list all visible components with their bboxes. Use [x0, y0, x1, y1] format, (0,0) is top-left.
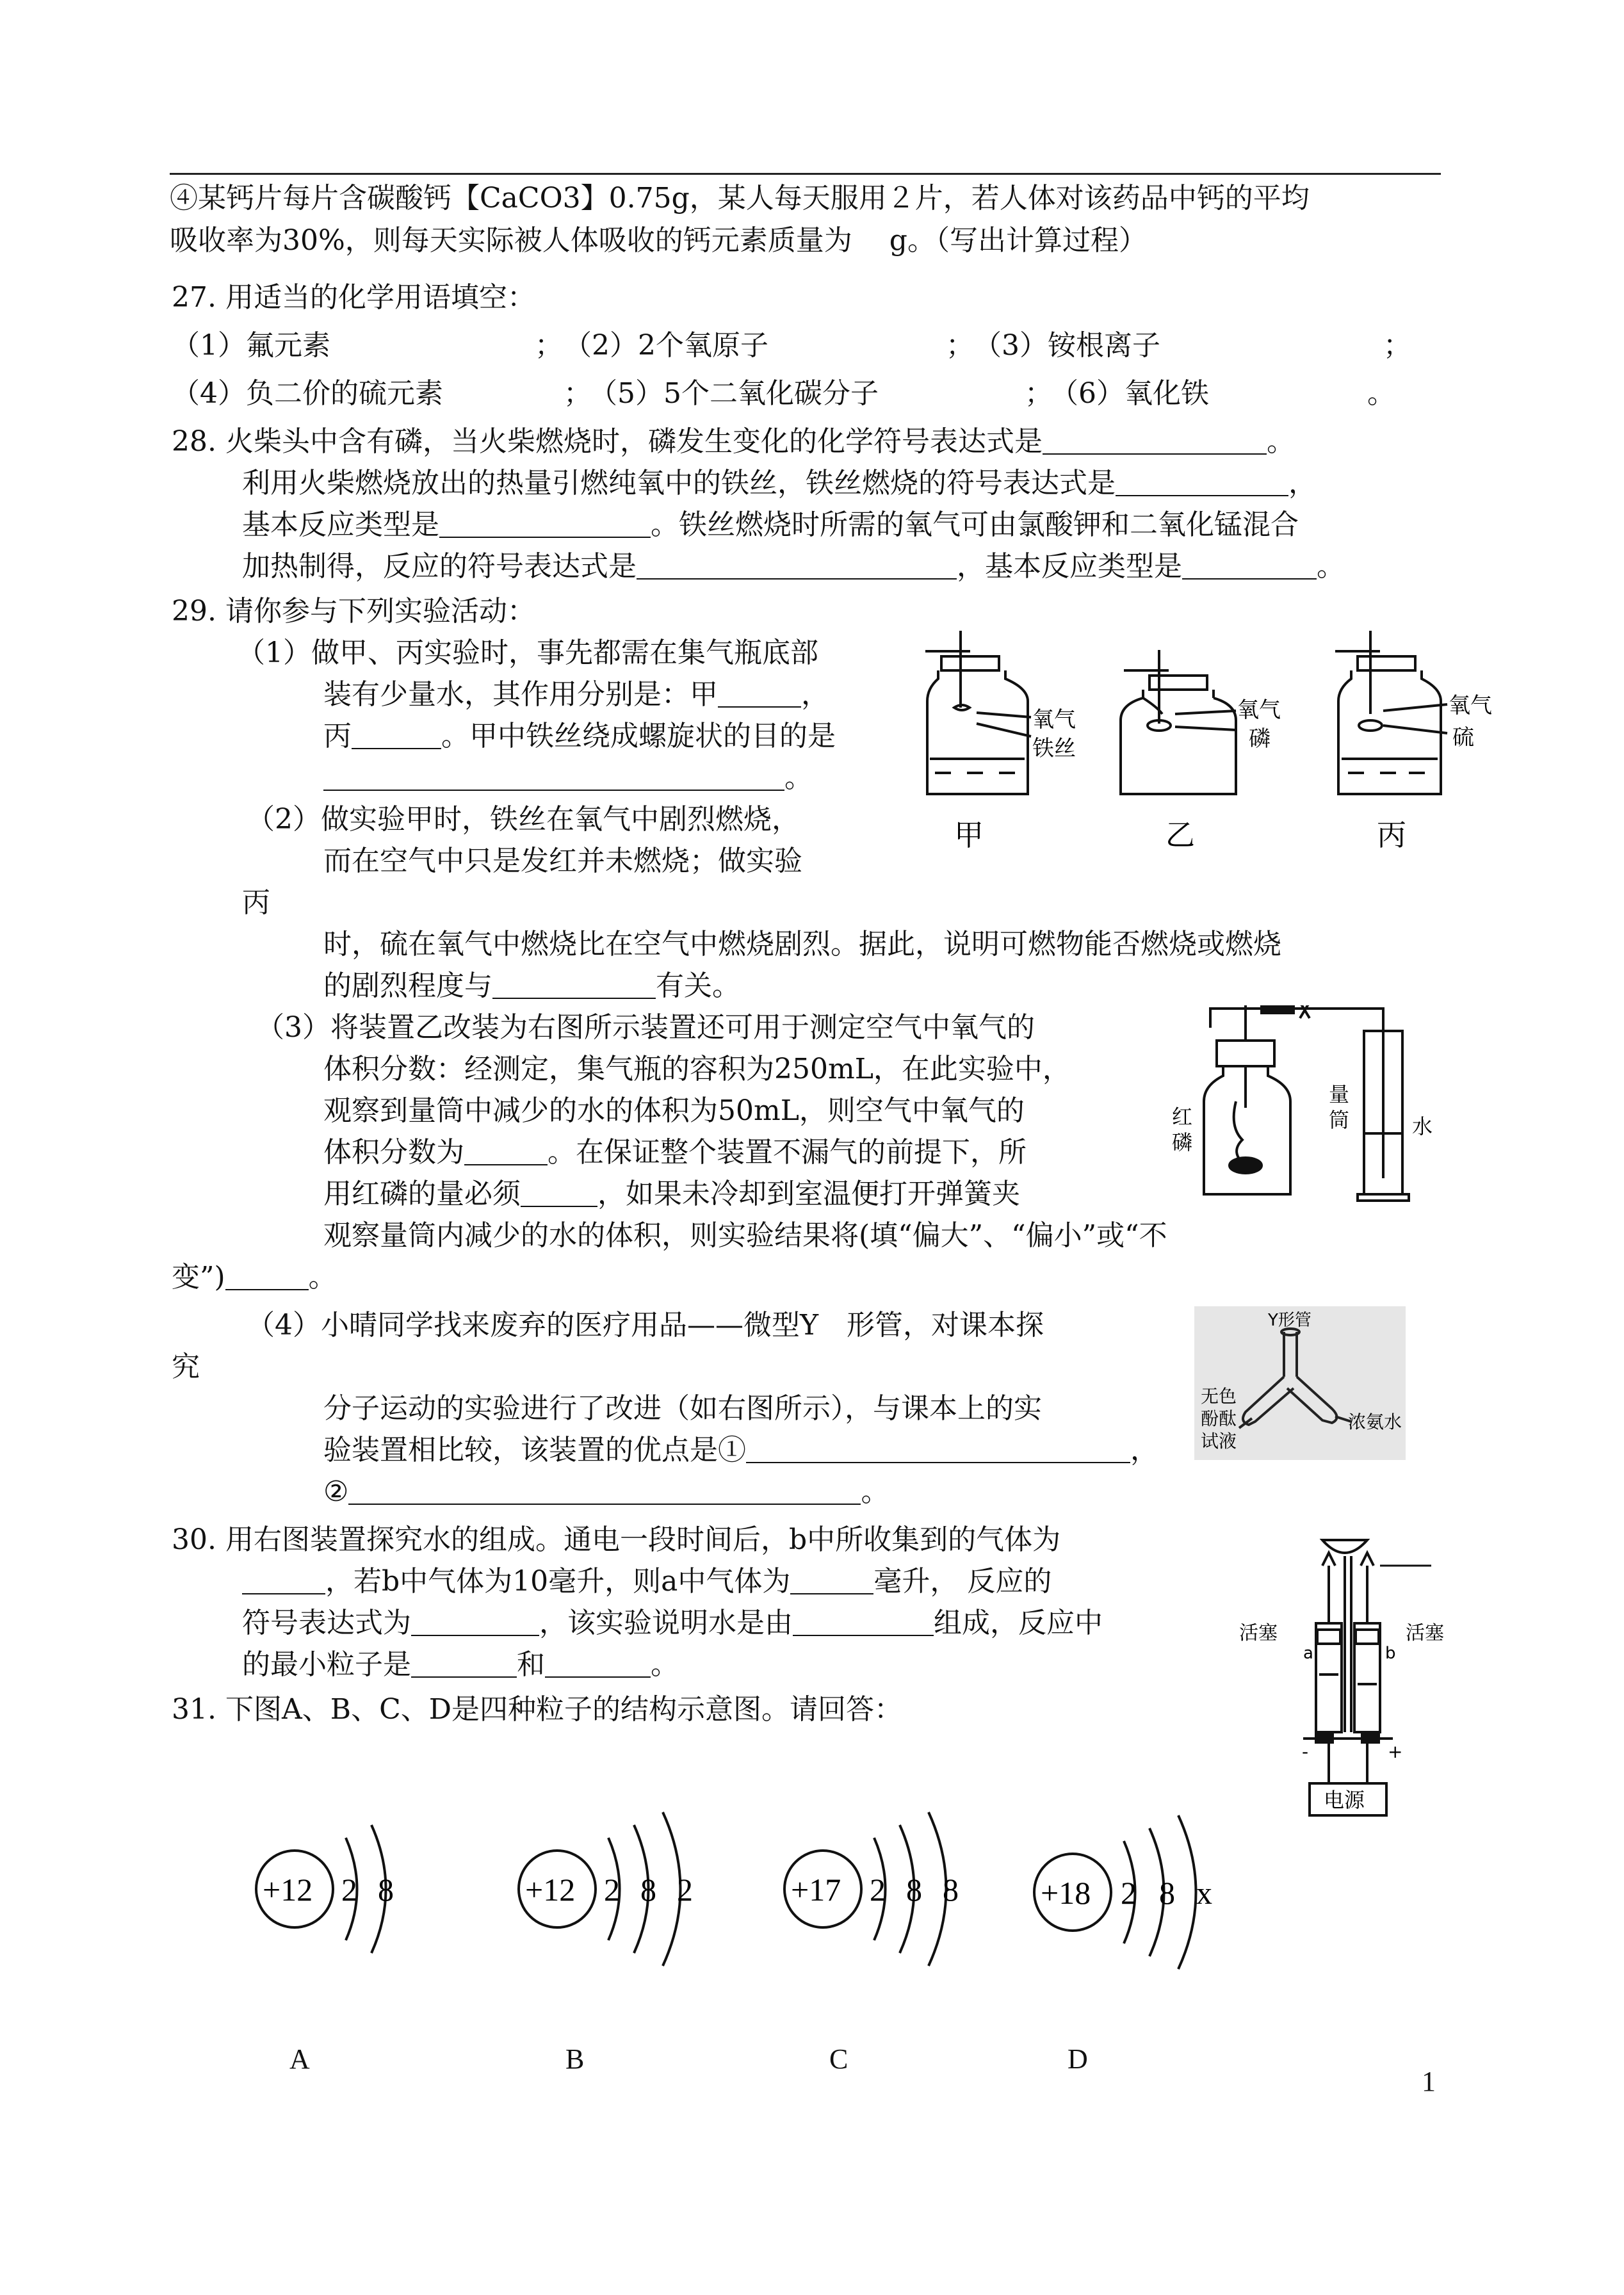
q29-p3-1: （3）将装置乙改装为右图所示装置还可用于测定空气中氧气的 [256, 1011, 1035, 1044]
label-valve-right: 活塞 [1406, 1622, 1444, 1644]
q27-item3: （3）铵根离子 [973, 329, 1160, 362]
q28-blank2[interactable] [1116, 467, 1288, 496]
atom-c-nucleus: +17 [791, 1872, 841, 1908]
figure-electrolysis [1239, 1527, 1463, 1841]
label-sulfur: 硫 [1452, 725, 1474, 750]
q29-p2-5: 的剧烈程度与 有关。 [323, 969, 740, 1002]
q28-line1: 28. 火柴头中含有磷，当火柴燃烧时，磷发生变化的化学符号表达式是 。 [172, 425, 1295, 458]
q31-title: 31. 下图A、B、C、D是四种粒子的结构示意图。请回答： [172, 1693, 903, 1726]
q30-blank-volume[interactable] [790, 1565, 873, 1594]
figure-y-tube [1194, 1306, 1406, 1460]
label-oxygen-yi: 氧气 [1237, 697, 1281, 723]
q30-line4: 的最小粒子是 和 。 [242, 1648, 679, 1681]
atom-b-shell1: 2 [604, 1872, 620, 1908]
label-b: b [1385, 1644, 1396, 1663]
q29-p2-2: 而在空气中只是发红并未燃烧；做实验 [323, 845, 802, 877]
label-measure1: 量 [1329, 1082, 1350, 1107]
page-number: 1 [1422, 2066, 1436, 2097]
q29-blank-spiral[interactable] [323, 761, 784, 791]
q30-line1: 30. 用右图装置探究水的组成。通电一段时间后，b中所收集到的气体为 [172, 1523, 1061, 1556]
atom-b [509, 1806, 797, 1972]
atom-c-shell2: 8 [906, 1872, 922, 1908]
atom-d-nucleus: +18 [1041, 1875, 1091, 1911]
atom-label-a: A [289, 2043, 310, 2075]
q29-p3-2: 体积分数：经测定，集气瓶的容积为250mL，在此实验中， [323, 1053, 1071, 1085]
q29-p1-3: 丙 。甲中铁丝绕成螺旋状的目的是 [323, 720, 836, 752]
q29-blank-bing[interactable] [352, 720, 441, 749]
q26-line1: ④某钙片每片含碳酸钙【CaCO3】0.75g，某人每天服用２片，若人体对该药品中钙的平均 [170, 182, 1310, 215]
q28-line3: 基本反应类型是 。铁丝燃烧时所需的氧气可由氯酸钾和二氧化锰混合 [242, 508, 1299, 541]
q28-line4: 加热制得，反应的符号表达式是 ，基本反应类型是 。 [242, 550, 1345, 583]
q29-p4-2: 究 [172, 1350, 200, 1383]
atom-a-shell1: 2 [341, 1872, 357, 1908]
label-oxygen-bing: 氧气 [1449, 693, 1492, 718]
q29-blank-amount[interactable] [521, 1178, 597, 1207]
atom-c-shell3: 8 [943, 1872, 959, 1908]
q27-sep2: ； [946, 329, 974, 362]
q27-sep4: ； [564, 377, 592, 410]
q29-p4-3: 分子运动的实验进行了改进（如右图所示），与课本上的实 [323, 1392, 1042, 1425]
label-oxygen-jia: 氧气 [1032, 707, 1076, 733]
atom-a-shell2: 8 [378, 1872, 394, 1908]
q29-p2-1: （2）做实验甲时，铁丝在氧气中剧烈燃烧， [247, 803, 800, 836]
atom-d [1025, 1806, 1313, 1972]
atom-d-shell3: x [1196, 1875, 1212, 1911]
q27-sep5: ； [1025, 377, 1053, 410]
label-water: 水 [1412, 1114, 1433, 1139]
atom-c [775, 1806, 1063, 1972]
label-valve-left: 活塞 [1239, 1622, 1278, 1644]
q28-blank5[interactable] [1182, 550, 1317, 580]
q29-p3-6: 观察量筒内减少的水的体积，则实验结果将(填“偏大”、“偏小”或“不 [323, 1219, 1167, 1252]
q27-item5: （5）5个二氧化碳分子 [589, 377, 879, 410]
atom-a-nucleus: +12 [263, 1872, 313, 1908]
atom-label-c: C [829, 2043, 849, 2075]
label-measure2: 筒 [1329, 1108, 1350, 1132]
q29-p4-1: （4）小晴同学找来废弃的医疗用品——微型Y 形管，对课本探 [247, 1309, 1044, 1342]
q30-line2: ，若b中气体为10毫升，则a中气体为 毫升， 反应的 [242, 1562, 1052, 1601]
q27-end: 。 [1367, 377, 1395, 410]
q29-blank-adv1[interactable] [746, 1434, 1130, 1463]
q29-blank-adv2[interactable] [348, 1475, 861, 1505]
label-bing: 丙 [1377, 818, 1406, 852]
q28-blank4[interactable] [637, 550, 957, 580]
label-phenol: 酚酞 [1201, 1408, 1237, 1429]
q28-blank3[interactable] [439, 508, 651, 538]
q27-item1: （1）氟元素 [172, 329, 330, 362]
label-phosphorus2: 磷 [1172, 1130, 1193, 1155]
q29-p4-5: ② 。 [323, 1475, 889, 1508]
q29-p3-7: 变”) 。 [172, 1261, 337, 1293]
label-power: 电源 [1324, 1788, 1365, 1812]
q30-line3: 符号表达式为 ，该实验说明水是由 组成，反应中 [242, 1607, 1103, 1639]
q29-p3-3: 观察到量筒中减少的水的体积为50mL，则空气中氧气的 [323, 1094, 1025, 1127]
atom-b-nucleus: +12 [525, 1872, 576, 1908]
q29-p3-5: 用红磷的量必须 ，如果未冷却到室温便打开弹簧夹 [323, 1178, 1020, 1210]
atom-c-shell1: 2 [870, 1872, 886, 1908]
q28-line2: 利用火柴燃烧放出的热量引燃纯氧中的铁丝，铁丝燃烧的符号表达式是 ， [242, 467, 1317, 499]
q29-p2-4: 时，硫在氧气中燃烧比在空气中燃烧剧烈。据此，说明可燃物能否燃烧或燃烧 [323, 928, 1281, 961]
label-ytube: Y形管 [1268, 1311, 1311, 1330]
atom-d-shell2: 8 [1159, 1875, 1175, 1911]
q27-item4: （4）负二价的硫元素 [172, 377, 443, 410]
q29-p1-1: （1）做甲、丙实验时，事先都需在集气瓶底部 [237, 637, 818, 669]
q30-blank-equation[interactable] [411, 1607, 539, 1636]
q28-blank1[interactable] [1043, 425, 1267, 455]
figure-combustion-jars [922, 631, 1498, 861]
q29-p1-2: 装有少量水，其作用分别是：甲 ， [323, 678, 829, 711]
atom-b-shell3: 2 [677, 1872, 693, 1908]
q30-blank-gas[interactable] [242, 1565, 325, 1594]
q26-line2: 吸收率为30%，则每天实际被人体吸收的钙元素质量为 g。（写出计算过程） [170, 224, 1147, 257]
label-a: a [1303, 1644, 1313, 1663]
label-ammonia: 浓氨水 [1348, 1411, 1402, 1432]
label-iron-wire: 铁丝 [1032, 736, 1076, 761]
q29-blank-jia[interactable] [718, 678, 801, 708]
atom-a [247, 1806, 535, 1972]
q29-p1-4: 。 [323, 759, 813, 797]
q27-sep1: ； [535, 329, 563, 362]
q30-blank-composition[interactable] [793, 1607, 934, 1636]
atom-label-d: D [1068, 2043, 1088, 2075]
atom-b-shell2: 8 [640, 1872, 656, 1908]
q29-blank-result[interactable] [225, 1261, 309, 1290]
q27-item6: （6）氧化铁 [1050, 377, 1209, 410]
q27-item2: （2）2个氧原子 [564, 329, 768, 362]
label-minus: - [1302, 1741, 1309, 1762]
q27-title: 27. 用适当的化学用语填空： [172, 281, 535, 314]
label-jia: 甲 [954, 818, 984, 852]
label-colorless: 无色 [1201, 1386, 1237, 1407]
label-reagent: 试液 [1201, 1431, 1237, 1452]
q29-p2-3: 丙 [242, 886, 270, 919]
q30-blank-particle1[interactable] [411, 1648, 517, 1678]
q29-blank-factor[interactable] [492, 969, 656, 999]
q29-p4-4: 验装置相比较，该装置的优点是① ， [323, 1434, 1158, 1466]
figure-oxygen-measurement [1172, 1005, 1441, 1204]
top-rule [170, 173, 1441, 175]
q29-title: 29. 请你参与下列实验活动： [172, 595, 535, 628]
atom-d-shell1: 2 [1121, 1875, 1137, 1911]
q29-blank-fraction[interactable] [464, 1136, 548, 1165]
q30-blank-particle2[interactable] [545, 1648, 651, 1678]
label-phosphorus: 磷 [1249, 726, 1271, 752]
label-yi: 乙 [1165, 818, 1195, 852]
label-plus: + [1388, 1741, 1403, 1762]
label-red: 红 [1172, 1105, 1193, 1129]
atom-label-b: B [565, 2043, 585, 2075]
q27-sep3: ； [1383, 329, 1411, 362]
q29-p3-4: 体积分数为 。在保证整个装置不漏气的前提下，所 [323, 1136, 1027, 1169]
